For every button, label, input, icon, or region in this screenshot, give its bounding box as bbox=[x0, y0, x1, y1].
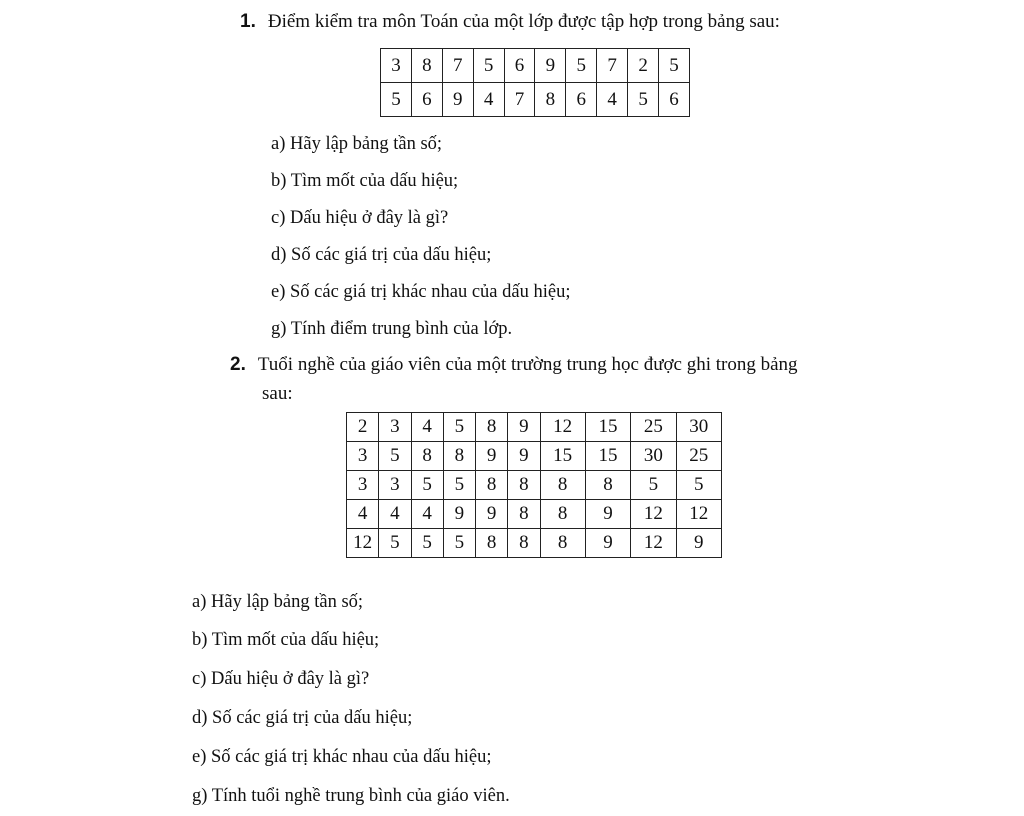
table-cell: 4 bbox=[597, 83, 628, 117]
table-cell: 6 bbox=[411, 83, 442, 117]
table-cell: 25 bbox=[631, 413, 676, 442]
question-1c: c) Dấu hiệu ở đây là gì? bbox=[271, 208, 449, 228]
table-cell: 2 bbox=[628, 49, 659, 83]
table-cell: 9 bbox=[676, 529, 721, 558]
table-cell: 4 bbox=[411, 413, 443, 442]
table-row bbox=[381, 49, 690, 83]
question-2c: c) Dấu hiệu ở đây là gì? bbox=[192, 669, 370, 689]
table-cell: 8 bbox=[411, 49, 442, 83]
table-cell: 3 bbox=[379, 413, 411, 442]
question-1d: d) Số các giá trị của dấu hiệu; bbox=[271, 245, 492, 265]
table-cell: 7 bbox=[442, 49, 473, 83]
table-cell: 5 bbox=[566, 49, 597, 83]
question-2e: e) Số các giá trị khác nhau của dấu hiệu; bbox=[192, 747, 492, 767]
table-cell: 6 bbox=[566, 83, 597, 117]
table-row bbox=[347, 442, 722, 471]
question-1e: e) Số các giá trị khác nhau của dấu hiệu; bbox=[271, 282, 571, 302]
question-1b: b) Tìm mốt của dấu hiệu; bbox=[271, 171, 459, 191]
table-cell: 5 bbox=[443, 529, 475, 558]
table-cell: 5 bbox=[381, 83, 412, 117]
table-cell: 9 bbox=[443, 500, 475, 529]
table-cell: 5 bbox=[659, 49, 690, 83]
table-cell: 5 bbox=[411, 529, 443, 558]
table-cell: 15 bbox=[585, 413, 630, 442]
table-cell: 8 bbox=[535, 83, 566, 117]
table-cell: 25 bbox=[676, 442, 721, 471]
table-cell: 9 bbox=[476, 500, 508, 529]
table-cell: 12 bbox=[631, 500, 676, 529]
table-cell: 5 bbox=[379, 529, 411, 558]
table-cell: 8 bbox=[585, 471, 630, 500]
table-cell: 4 bbox=[347, 500, 379, 529]
table-cell: 9 bbox=[442, 83, 473, 117]
table-cell: 4 bbox=[473, 83, 504, 117]
table-cell: 5 bbox=[411, 471, 443, 500]
table-cell: 4 bbox=[379, 500, 411, 529]
question-1g: g) Tính điểm trung bình của lớp. bbox=[271, 319, 513, 339]
table-row bbox=[347, 413, 722, 442]
table-cell: 8 bbox=[540, 471, 585, 500]
table-cell: 15 bbox=[585, 442, 630, 471]
table-cell: 7 bbox=[504, 83, 535, 117]
table-row bbox=[347, 529, 722, 558]
table-cell: 9 bbox=[476, 442, 508, 471]
table-cell: 8 bbox=[443, 442, 475, 471]
table-cell: 8 bbox=[508, 500, 540, 529]
table-cell: 5 bbox=[676, 471, 721, 500]
problem-2-seniority-table bbox=[346, 412, 722, 558]
table-cell: 8 bbox=[508, 529, 540, 558]
table-cell: 5 bbox=[631, 471, 676, 500]
table-cell: 12 bbox=[631, 529, 676, 558]
table-cell: 5 bbox=[443, 413, 475, 442]
table-row bbox=[347, 500, 722, 529]
problem-1-score-table bbox=[380, 48, 690, 117]
table-cell: 30 bbox=[676, 413, 721, 442]
table-cell: 5 bbox=[628, 83, 659, 117]
table-cell: 9 bbox=[508, 442, 540, 471]
question-2d: d) Số các giá trị của dấu hiệu; bbox=[192, 708, 413, 728]
table-cell: 4 bbox=[411, 500, 443, 529]
table-cell: 9 bbox=[585, 529, 630, 558]
table-cell: 30 bbox=[631, 442, 676, 471]
question-2b: b) Tìm mốt của dấu hiệu; bbox=[192, 630, 380, 650]
problem-2-title-continuation: sau: bbox=[262, 383, 293, 404]
table-cell: 6 bbox=[659, 83, 690, 117]
table-cell: 12 bbox=[540, 413, 585, 442]
question-2a: a) Hãy lập bảng tần số; bbox=[192, 592, 364, 612]
table-cell: 9 bbox=[508, 413, 540, 442]
problem-1-title: Điểm kiểm tra môn Toán của một lớp được tập hợp trong bảng sau: bbox=[267, 11, 780, 32]
table-cell: 8 bbox=[476, 471, 508, 500]
table-cell: 3 bbox=[381, 49, 412, 83]
table-cell: 12 bbox=[347, 529, 379, 558]
table-cell: 5 bbox=[473, 49, 504, 83]
table-cell: 7 bbox=[597, 49, 628, 83]
table-cell: 5 bbox=[443, 471, 475, 500]
table-cell: 12 bbox=[676, 500, 721, 529]
problem-2-title: Tuổi nghề của giáo viên của một trường trung học được ghi trong bảng bbox=[257, 354, 798, 375]
table-cell: 8 bbox=[476, 529, 508, 558]
table-cell: 2 bbox=[347, 413, 379, 442]
table-cell: 8 bbox=[411, 442, 443, 471]
table-cell: 8 bbox=[540, 500, 585, 529]
question-1a: a) Hãy lập bảng tần số; bbox=[271, 134, 443, 154]
table-cell: 9 bbox=[585, 500, 630, 529]
table-cell: 3 bbox=[379, 471, 411, 500]
table-cell: 3 bbox=[347, 471, 379, 500]
question-2g: g) Tính tuổi nghề trung bình của giáo viên. bbox=[192, 786, 510, 806]
table-cell: 15 bbox=[540, 442, 585, 471]
table-cell: 5 bbox=[379, 442, 411, 471]
table-cell: 3 bbox=[347, 442, 379, 471]
table-cell: 8 bbox=[508, 471, 540, 500]
table-row bbox=[381, 83, 690, 117]
problem-2-number: 2. bbox=[230, 354, 246, 375]
table-cell: 9 bbox=[535, 49, 566, 83]
table-cell: 8 bbox=[540, 529, 585, 558]
table-cell: 6 bbox=[504, 49, 535, 83]
table-row bbox=[347, 471, 722, 500]
problem-1-number: 1. bbox=[240, 11, 256, 32]
problem-2-heading bbox=[230, 354, 798, 376]
table-cell: 8 bbox=[476, 413, 508, 442]
problem-1-heading bbox=[240, 11, 780, 33]
